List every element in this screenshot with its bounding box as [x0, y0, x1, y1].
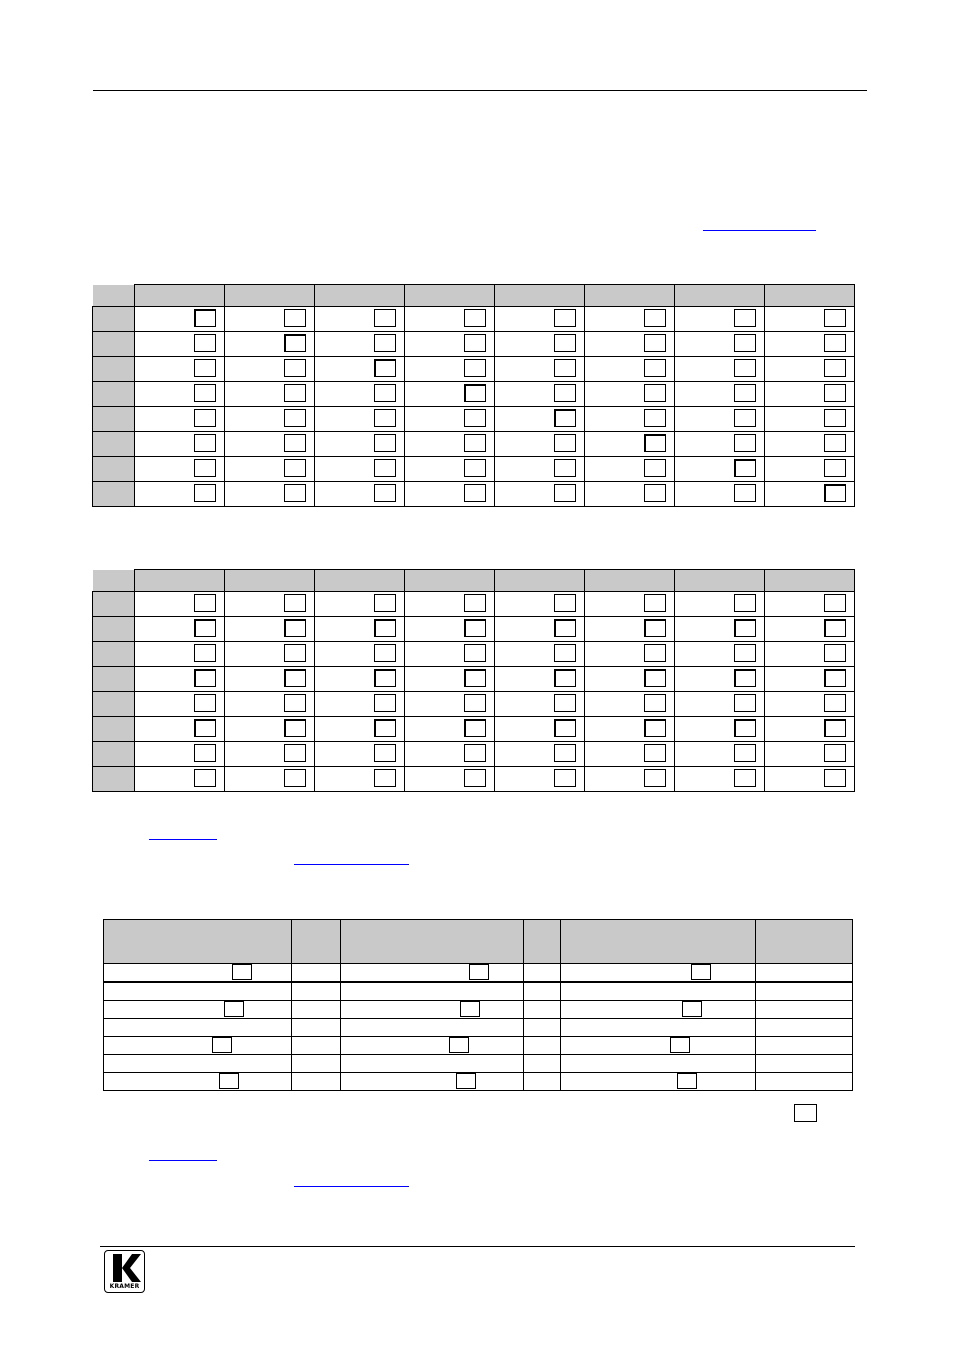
- switch-box[interactable]: [232, 964, 252, 980]
- switch-box[interactable]: [824, 384, 846, 402]
- column-header: [585, 285, 675, 307]
- table-row: [93, 617, 855, 642]
- switch-box[interactable]: [284, 669, 306, 687]
- switch-box[interactable]: [284, 744, 306, 762]
- switch-box[interactable]: [670, 1037, 690, 1053]
- switch-box[interactable]: [194, 619, 216, 637]
- switch-box[interactable]: [464, 744, 486, 762]
- switch-box[interactable]: [469, 964, 489, 980]
- switch-box[interactable]: [194, 644, 216, 662]
- switch-box[interactable]: [194, 334, 216, 352]
- switch-box[interactable]: [194, 719, 216, 737]
- switch-box[interactable]: [554, 694, 576, 712]
- switch-box[interactable]: [284, 719, 306, 737]
- switch-box[interactable]: [734, 719, 756, 737]
- switch-box[interactable]: [194, 744, 216, 762]
- switch-box[interactable]: [644, 459, 666, 477]
- table-row: [93, 692, 855, 717]
- switch-box[interactable]: [734, 644, 756, 662]
- switch-box[interactable]: [824, 334, 846, 352]
- column-header: [765, 285, 855, 307]
- table-row: [93, 767, 855, 792]
- header-rule: [93, 90, 867, 91]
- footer-rule: [100, 1246, 855, 1247]
- switch-box[interactable]: [824, 409, 846, 427]
- switch-box[interactable]: [374, 434, 396, 452]
- switch-box[interactable]: [194, 694, 216, 712]
- switch-box[interactable]: [644, 719, 666, 737]
- switch-box[interactable]: [824, 769, 846, 787]
- switch-box[interactable]: [644, 434, 666, 452]
- switch-box[interactable]: [194, 594, 216, 612]
- row-header: [93, 642, 135, 667]
- table-row: [93, 382, 855, 407]
- hyperlink[interactable]: [149, 1160, 217, 1161]
- dip-switch-table-1: [92, 284, 855, 507]
- switch-box[interactable]: [464, 694, 486, 712]
- switch-box[interactable]: [824, 719, 846, 737]
- switch-box[interactable]: [464, 409, 486, 427]
- switch-box[interactable]: [554, 619, 576, 637]
- switch-box[interactable]: [644, 669, 666, 687]
- switch-box[interactable]: [374, 744, 396, 762]
- switch-box[interactable]: [224, 1001, 244, 1017]
- table-row: [104, 1073, 853, 1091]
- switch-box[interactable]: [644, 744, 666, 762]
- switch-box[interactable]: [374, 459, 396, 477]
- column-header: [405, 285, 495, 307]
- table-row: [104, 1037, 853, 1055]
- hyperlink[interactable]: [294, 1186, 409, 1187]
- switch-box[interactable]: [374, 309, 396, 327]
- settings-table: [103, 919, 853, 1091]
- table-row: [93, 742, 855, 767]
- column-header: [315, 570, 405, 592]
- switch-box[interactable]: [554, 309, 576, 327]
- switch-box[interactable]: [644, 594, 666, 612]
- column-header: [104, 920, 292, 964]
- switch-box[interactable]: [824, 359, 846, 377]
- switch-box[interactable]: [449, 1037, 469, 1053]
- kramer-k-icon: [106, 1252, 144, 1284]
- switch-box[interactable]: [824, 459, 846, 477]
- switch-box[interactable]: [644, 359, 666, 377]
- switch-box[interactable]: [284, 309, 306, 327]
- switch-box[interactable]: [374, 719, 396, 737]
- switch-box[interactable]: [374, 619, 396, 637]
- kramer-logo: [104, 1250, 145, 1293]
- switch-box[interactable]: [554, 744, 576, 762]
- switch-box[interactable]: [734, 694, 756, 712]
- switch-box[interactable]: [734, 309, 756, 327]
- switch-box[interactable]: [464, 484, 486, 502]
- table-row: [104, 1019, 853, 1037]
- switch-box[interactable]: [824, 309, 846, 327]
- column-header: [756, 920, 853, 964]
- switch-box[interactable]: [194, 384, 216, 402]
- column-header: [315, 285, 405, 307]
- column-header: [585, 570, 675, 592]
- switch-box[interactable]: [284, 384, 306, 402]
- switch-box[interactable]: [644, 619, 666, 637]
- switch-box[interactable]: [644, 384, 666, 402]
- switch-box[interactable]: [464, 384, 486, 402]
- switch-box[interactable]: [824, 744, 846, 762]
- hyperlink[interactable]: [703, 230, 816, 231]
- table-row: [104, 1055, 853, 1073]
- switch-box[interactable]: [194, 309, 216, 327]
- switch-box[interactable]: [554, 484, 576, 502]
- table-row: [104, 1001, 853, 1019]
- switch-box[interactable]: [554, 384, 576, 402]
- switch-box[interactable]: [374, 644, 396, 662]
- switch-box[interactable]: [734, 669, 756, 687]
- switch-box[interactable]: [374, 694, 396, 712]
- switch-box[interactable]: [284, 434, 306, 452]
- switch-box[interactable]: [734, 594, 756, 612]
- table-row: [104, 982, 853, 1001]
- switch-box[interactable]: [734, 459, 756, 477]
- switch-box[interactable]: [374, 669, 396, 687]
- switch-box[interactable]: [554, 669, 576, 687]
- switch-box[interactable]: [554, 644, 576, 662]
- row-header: [93, 407, 135, 432]
- switch-box[interactable]: [554, 594, 576, 612]
- switch-box[interactable]: [794, 1104, 817, 1122]
- switch-box[interactable]: [824, 694, 846, 712]
- switch-box[interactable]: [464, 719, 486, 737]
- table-row: [93, 642, 855, 667]
- hyperlink[interactable]: [294, 864, 409, 865]
- row-header: [93, 332, 135, 357]
- column-header: [524, 920, 561, 964]
- switch-box[interactable]: [374, 594, 396, 612]
- column-header: [675, 285, 765, 307]
- switch-box[interactable]: [284, 409, 306, 427]
- table-row: [93, 717, 855, 742]
- corner-cell: [93, 570, 135, 592]
- switch-box[interactable]: [464, 434, 486, 452]
- switch-box[interactable]: [194, 769, 216, 787]
- switch-box[interactable]: [194, 484, 216, 502]
- logo-brand-text: KRAMER: [109, 1283, 140, 1290]
- column-header: [405, 570, 495, 592]
- switch-box[interactable]: [644, 309, 666, 327]
- row-header: [93, 742, 135, 767]
- switch-box[interactable]: [691, 964, 711, 980]
- switch-box[interactable]: [644, 644, 666, 662]
- switch-box[interactable]: [734, 769, 756, 787]
- switch-box[interactable]: [194, 669, 216, 687]
- hyperlink[interactable]: [149, 839, 217, 840]
- switch-box[interactable]: [212, 1037, 232, 1053]
- switch-box[interactable]: [464, 459, 486, 477]
- row-header: [93, 592, 135, 617]
- switch-box[interactable]: [734, 334, 756, 352]
- table-row: [93, 307, 855, 332]
- row-header: [93, 457, 135, 482]
- table-row: [93, 407, 855, 432]
- switch-box[interactable]: [554, 334, 576, 352]
- switch-box[interactable]: [456, 1073, 476, 1089]
- switch-box[interactable]: [374, 769, 396, 787]
- switch-box[interactable]: [644, 409, 666, 427]
- switch-box[interactable]: [194, 359, 216, 377]
- switch-box[interactable]: [464, 769, 486, 787]
- switch-box[interactable]: [284, 484, 306, 502]
- switch-box[interactable]: [824, 594, 846, 612]
- switch-box[interactable]: [464, 334, 486, 352]
- switch-box[interactable]: [644, 334, 666, 352]
- row-header: [93, 307, 135, 332]
- row-header: [93, 617, 135, 642]
- corner-cell: [93, 285, 135, 307]
- row-header: [93, 482, 135, 507]
- switch-box[interactable]: [734, 409, 756, 427]
- table-row: [93, 592, 855, 617]
- table-row: [104, 964, 853, 983]
- column-header: [341, 920, 524, 964]
- switch-box[interactable]: [284, 359, 306, 377]
- table-row: [93, 332, 855, 357]
- switch-box[interactable]: [194, 459, 216, 477]
- switch-box[interactable]: [374, 409, 396, 427]
- switch-box[interactable]: [284, 694, 306, 712]
- switch-box[interactable]: [464, 594, 486, 612]
- switch-box[interactable]: [644, 484, 666, 502]
- switch-box[interactable]: [734, 619, 756, 637]
- row-header: [93, 382, 135, 407]
- column-header: [135, 285, 225, 307]
- switch-box[interactable]: [284, 594, 306, 612]
- switch-box[interactable]: [464, 359, 486, 377]
- switch-box[interactable]: [284, 619, 306, 637]
- switch-box[interactable]: [554, 719, 576, 737]
- switch-box[interactable]: [194, 409, 216, 427]
- switch-box[interactable]: [677, 1073, 697, 1089]
- switch-box[interactable]: [284, 334, 306, 352]
- switch-box[interactable]: [734, 434, 756, 452]
- switch-box[interactable]: [374, 359, 396, 377]
- switch-box[interactable]: [734, 359, 756, 377]
- column-header: [495, 570, 585, 592]
- switch-box[interactable]: [284, 459, 306, 477]
- switch-box[interactable]: [284, 769, 306, 787]
- row-header: [93, 357, 135, 382]
- row-header: [93, 432, 135, 457]
- switch-box[interactable]: [824, 669, 846, 687]
- table-row: [93, 457, 855, 482]
- column-header: [292, 920, 341, 964]
- row-header: [93, 667, 135, 692]
- table-row: [93, 357, 855, 382]
- switch-box[interactable]: [734, 384, 756, 402]
- switch-box[interactable]: [464, 644, 486, 662]
- column-header: [225, 570, 315, 592]
- row-header: [93, 692, 135, 717]
- row-header: [93, 717, 135, 742]
- switch-box[interactable]: [464, 619, 486, 637]
- switch-box[interactable]: [554, 434, 576, 452]
- column-header: [225, 285, 315, 307]
- switch-box[interactable]: [460, 1001, 480, 1017]
- column-header: [675, 570, 765, 592]
- column-header: [765, 570, 855, 592]
- table-row: [93, 482, 855, 507]
- switch-box[interactable]: [682, 1001, 702, 1017]
- row-header: [93, 767, 135, 792]
- switch-box[interactable]: [554, 359, 576, 377]
- switch-box[interactable]: [824, 619, 846, 637]
- switch-box[interactable]: [824, 644, 846, 662]
- switch-box[interactable]: [824, 484, 846, 502]
- column-header: [135, 570, 225, 592]
- switch-box[interactable]: [554, 409, 576, 427]
- column-header: [495, 285, 585, 307]
- switch-box[interactable]: [464, 669, 486, 687]
- switch-box[interactable]: [464, 309, 486, 327]
- switch-box[interactable]: [219, 1073, 239, 1089]
- switch-box[interactable]: [644, 694, 666, 712]
- switch-box[interactable]: [284, 644, 306, 662]
- table-row: [93, 432, 855, 457]
- switch-box[interactable]: [374, 334, 396, 352]
- table-row: [93, 667, 855, 692]
- switch-box[interactable]: [734, 744, 756, 762]
- switch-box[interactable]: [554, 459, 576, 477]
- switch-box[interactable]: [644, 769, 666, 787]
- switch-box[interactable]: [374, 384, 396, 402]
- switch-box[interactable]: [824, 434, 846, 452]
- switch-box[interactable]: [554, 769, 576, 787]
- switch-box[interactable]: [194, 434, 216, 452]
- switch-box[interactable]: [734, 484, 756, 502]
- switch-box[interactable]: [374, 484, 396, 502]
- column-header: [561, 920, 756, 964]
- dip-switch-table-2: [92, 569, 855, 792]
